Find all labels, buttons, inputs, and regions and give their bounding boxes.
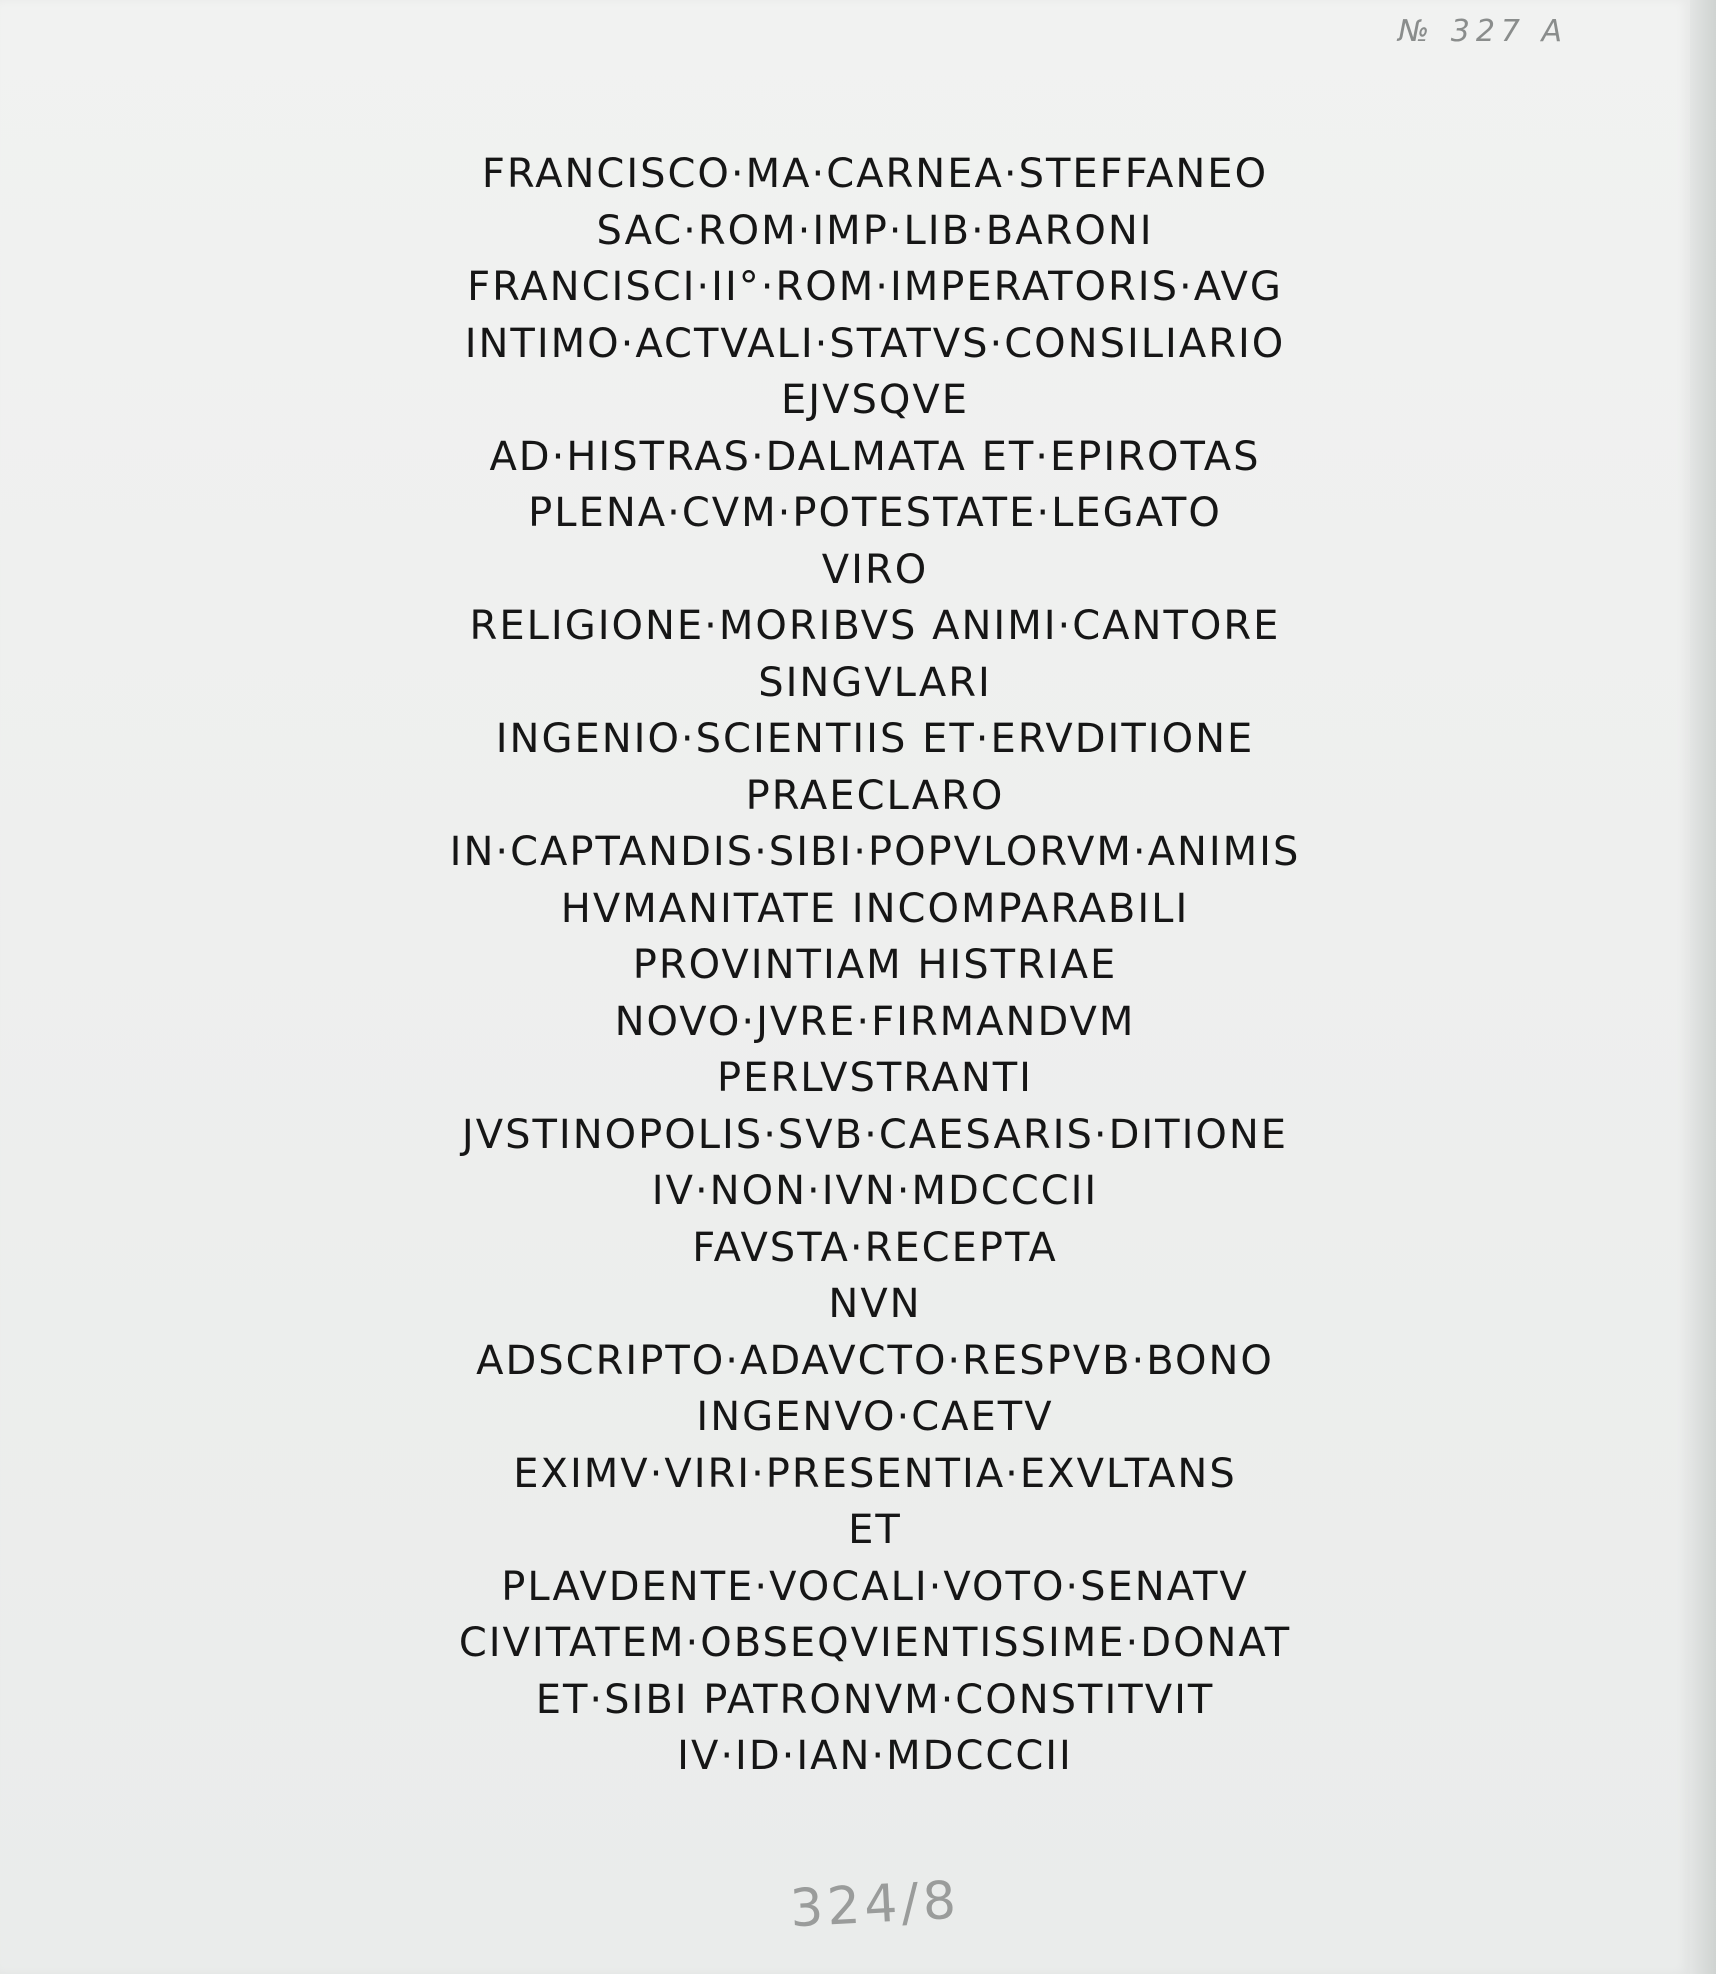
inscription-line: SINGVLARI — [758, 659, 992, 706]
inscription-line: ET·SIBI PATRONVM·CONSTITVIT — [535, 1676, 1215, 1723]
inscription-line: PRAECLARO — [745, 772, 1005, 819]
inscription-line: IV·ID·IAN·MDCCCII — [677, 1733, 1073, 1779]
inscription-line: NVN — [828, 1281, 922, 1327]
inscription-line: EXIMV·VIRI·PRESENTIA·EXVLTANS — [513, 1450, 1237, 1497]
inscription-line: HVMANITATE INCOMPARABILI — [560, 885, 1190, 932]
inscription-line: AD·HISTRAS·DALMATA ET·EPIROTAS — [489, 433, 1261, 480]
inscription-line: PROVINTIAM HISTRIAE — [632, 942, 1118, 988]
inscription-line: PLENA·CVM·POTESTATE·LEGATO — [528, 490, 1222, 536]
inscription-line: CIVITATEM·OBSEQVIENTISSIME·DONAT — [458, 1620, 1292, 1666]
inscription-line: PERLVSTRANTI — [717, 1055, 1033, 1101]
inscription-line: FAVSTA·RECEPTA — [692, 1224, 1058, 1271]
inscription-line: IN·CAPTANDIS·SIBI·POPVLORVM·ANIMIS — [449, 829, 1301, 875]
inscription-line: PLAVDENTE·VOCALI·VOTO·SENATV — [501, 1563, 1249, 1610]
inscription-line: VIRO — [821, 546, 929, 593]
inscription-line: IV·NON·IVN·MDCCCII — [651, 1168, 1099, 1214]
inscription-line: SAC·ROM·IMP·LIB·BARONI — [596, 207, 1154, 254]
sheet-edge — [1690, 0, 1716, 1974]
inscription-text — [330, 146, 1420, 1785]
inscription-line: EJVSQVE — [781, 377, 969, 423]
catalog-number: № 327 A — [1398, 14, 1569, 49]
inscription-line: INGENVO·CAETV — [696, 1394, 1054, 1440]
inscription-line: INGENIO·SCIENTIIS ET·ERVDITIONE — [495, 716, 1255, 762]
inscription-line: FRANCISCI·II°·ROM·IMPERATORIS·AVG — [467, 264, 1283, 310]
inscription-line: FRANCISCO·MA·CARNEA·STEFFANEO — [481, 151, 1269, 197]
inscription-line: ADSCRIPTO·ADAVCTO·RESPVB·BONO — [476, 1337, 1274, 1384]
inscription-line: JVSTINOPOLIS·SVB·CAESARIS·DITIONE — [461, 1111, 1289, 1158]
inscription-line: NOVO·JVRE·FIRMANDVM — [614, 998, 1136, 1045]
folio-mark: 324/8 — [788, 1870, 962, 1940]
inscription-line: ET — [848, 1507, 902, 1553]
inscription-line: INTIMO·ACTVALI·STATVS·CONSILIARIO — [464, 320, 1286, 367]
inscription-line: RELIGIONE·MORIBVS ANIMI·CANTORE — [469, 603, 1281, 649]
